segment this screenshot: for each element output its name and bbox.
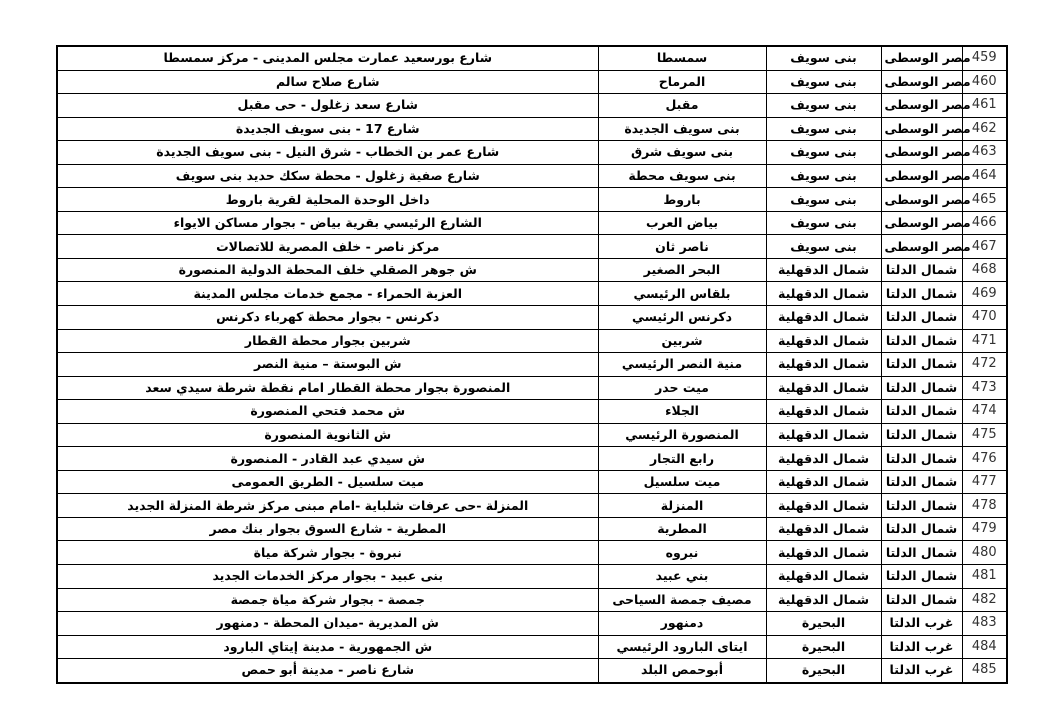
- table-row: [57, 588, 1007, 612]
- table-row: [57, 447, 1007, 471]
- center-cell: بني عبيد: [598, 565, 766, 589]
- address-cell: مركز ناصر - خلف المصرية للاتصالات: [57, 235, 598, 259]
- row-number-cell: 462: [962, 117, 1007, 141]
- center-cell: ميت حدر: [598, 376, 766, 400]
- address-cell: شربين بجوار محطة القطار: [57, 329, 598, 353]
- row-number-cell: 463: [962, 141, 1007, 165]
- region-cell: غرب الدلتا: [881, 635, 962, 659]
- governorate-cell: شمال الدقهلية: [766, 353, 881, 377]
- address-cell: ميت سلسيل - الطريق العمومى: [57, 470, 598, 494]
- governorate-cell: شمال الدقهلية: [766, 258, 881, 282]
- governorate-cell: بنى سويف: [766, 235, 881, 259]
- governorate-cell: شمال الدقهلية: [766, 447, 881, 471]
- region-cell: مصر الوسطى: [881, 188, 962, 212]
- table-row: [57, 94, 1007, 118]
- row-number-cell: 471: [962, 329, 1007, 353]
- region-cell: شمال الدلتا: [881, 494, 962, 518]
- table-row: [57, 470, 1007, 494]
- region-cell: مصر الوسطى: [881, 46, 962, 70]
- address-cell: شارع صلاح سالم: [57, 70, 598, 94]
- row-number-cell: 464: [962, 164, 1007, 188]
- governorate-cell: بنى سويف: [766, 70, 881, 94]
- governorate-cell: البحيرة: [766, 612, 881, 636]
- address-cell: شارع 17 - بنى سويف الجديدة: [57, 117, 598, 141]
- center-cell: نبروه: [598, 541, 766, 565]
- governorate-cell: شمال الدقهلية: [766, 423, 881, 447]
- row-number-cell: 476: [962, 447, 1007, 471]
- center-cell: الجلاء: [598, 400, 766, 424]
- center-cell: مصيف جمصة السياحى: [598, 588, 766, 612]
- region-cell: مصر الوسطى: [881, 141, 962, 165]
- address-cell: ش الثانوية المنصورة: [57, 423, 598, 447]
- center-cell: رابع التجار: [598, 447, 766, 471]
- governorate-cell: البحيرة: [766, 659, 881, 683]
- region-cell: شمال الدلتا: [881, 400, 962, 424]
- row-number-cell: 460: [962, 70, 1007, 94]
- address-cell: المطرية - شارع السوق بجوار بنك مصر: [57, 517, 598, 541]
- table-row: [57, 353, 1007, 377]
- governorate-cell: بنى سويف: [766, 117, 881, 141]
- center-cell: أبوحمص البلد: [598, 659, 766, 683]
- address-cell: ش البوستة – منية النصر: [57, 353, 598, 377]
- offices-table: [56, 45, 1008, 684]
- row-number-cell: 468: [962, 258, 1007, 282]
- row-number-cell: 465: [962, 188, 1007, 212]
- governorate-cell: شمال الدقهلية: [766, 329, 881, 353]
- address-cell: دكرنس - بجوار محطة كهرباء دكرنس: [57, 306, 598, 330]
- governorate-cell: شمال الدقهلية: [766, 376, 881, 400]
- governorate-cell: شمال الدقهلية: [766, 400, 881, 424]
- table-row: [57, 400, 1007, 424]
- row-number-cell: 461: [962, 94, 1007, 118]
- row-number-cell: 477: [962, 470, 1007, 494]
- row-number-cell: 478: [962, 494, 1007, 518]
- address-cell: شارع سعد زغلول - حى مقبل: [57, 94, 598, 118]
- row-number-cell: 466: [962, 211, 1007, 235]
- governorate-cell: بنى سويف: [766, 211, 881, 235]
- table-row: [57, 635, 1007, 659]
- region-cell: شمال الدلتا: [881, 329, 962, 353]
- table-row: [57, 306, 1007, 330]
- table-row: [57, 235, 1007, 259]
- region-cell: مصر الوسطى: [881, 70, 962, 94]
- center-cell: بنى سويف محطة: [598, 164, 766, 188]
- center-cell: المطرية: [598, 517, 766, 541]
- center-cell: منية النصر الرئيسي: [598, 353, 766, 377]
- region-cell: شمال الدلتا: [881, 353, 962, 377]
- table-row: [57, 117, 1007, 141]
- governorate-cell: بنى سويف: [766, 164, 881, 188]
- center-cell: المنصورة الرئيسي: [598, 423, 766, 447]
- center-cell: المنزلة: [598, 494, 766, 518]
- address-cell: ش محمد فتحي المنصورة: [57, 400, 598, 424]
- center-cell: ميت سلسيل: [598, 470, 766, 494]
- row-number-cell: 483: [962, 612, 1007, 636]
- address-cell: جمصة - بجوار شركة مياة جمصة: [57, 588, 598, 612]
- region-cell: شمال الدلتا: [881, 541, 962, 565]
- region-cell: غرب الدلتا: [881, 659, 962, 683]
- region-cell: شمال الدلتا: [881, 588, 962, 612]
- region-cell: شمال الدلتا: [881, 470, 962, 494]
- table-row: [57, 565, 1007, 589]
- row-number-cell: 482: [962, 588, 1007, 612]
- row-number-cell: 484: [962, 635, 1007, 659]
- row-number-cell: 472: [962, 353, 1007, 377]
- address-cell: العزبة الحمراء - مجمع خدمات مجلس المدينة: [57, 282, 598, 306]
- table-row: [57, 494, 1007, 518]
- address-cell: داخل الوحدة المحلية لقرية باروط: [57, 188, 598, 212]
- table-row: [57, 258, 1007, 282]
- region-cell: مصر الوسطى: [881, 94, 962, 118]
- governorate-cell: شمال الدقهلية: [766, 565, 881, 589]
- table-row: [57, 659, 1007, 683]
- center-cell: سمسطا: [598, 46, 766, 70]
- region-cell: شمال الدلتا: [881, 447, 962, 471]
- table-row: [57, 211, 1007, 235]
- center-cell: بلقاس الرئيسي: [598, 282, 766, 306]
- center-cell: بياض العرب: [598, 211, 766, 235]
- region-cell: مصر الوسطى: [881, 235, 962, 259]
- address-cell: شارع بورسعيد عمارت مجلس المدينى - مركز سمسطا: [57, 46, 598, 70]
- region-cell: شمال الدلتا: [881, 565, 962, 589]
- address-cell: المنزلة -حى عرفات شلباية -امام مبنى مركز شرطة المنزلة الجديد: [57, 494, 598, 518]
- table-row: [57, 188, 1007, 212]
- address-cell: شارع عمر بن الخطاب - شرق النيل - بنى سويف الجديدة: [57, 141, 598, 165]
- address-cell: المنصورة بجوار محطة القطار امام نقطة شرطة سيدي سعد: [57, 376, 598, 400]
- table-row: [57, 46, 1007, 70]
- region-cell: مصر الوسطى: [881, 117, 962, 141]
- center-cell: البحر الصغير: [598, 258, 766, 282]
- table-row: [57, 282, 1007, 306]
- governorate-cell: شمال الدقهلية: [766, 494, 881, 518]
- governorate-cell: شمال الدقهلية: [766, 541, 881, 565]
- row-number-cell: 459: [962, 46, 1007, 70]
- region-cell: شمال الدلتا: [881, 423, 962, 447]
- row-number-cell: 475: [962, 423, 1007, 447]
- center-cell: بنى سويف شرق: [598, 141, 766, 165]
- governorate-cell: شمال الدقهلية: [766, 282, 881, 306]
- row-number-cell: 470: [962, 306, 1007, 330]
- table-row: [57, 70, 1007, 94]
- row-number-cell: 479: [962, 517, 1007, 541]
- row-number-cell: 480: [962, 541, 1007, 565]
- center-cell: دمنهور: [598, 612, 766, 636]
- region-cell: مصر الوسطى: [881, 211, 962, 235]
- governorate-cell: شمال الدقهلية: [766, 588, 881, 612]
- center-cell: مقبل: [598, 94, 766, 118]
- address-cell: ش جوهر الصقلي خلف المحطة الدولية المنصورة: [57, 258, 598, 282]
- row-number-cell: 473: [962, 376, 1007, 400]
- table-row: [57, 541, 1007, 565]
- center-cell: ناصر ثان: [598, 235, 766, 259]
- row-number-cell: 469: [962, 282, 1007, 306]
- table-row: [57, 376, 1007, 400]
- address-cell: شارع صفية زغلول - محطة سكك حديد بنى سويف: [57, 164, 598, 188]
- governorate-cell: بنى سويف: [766, 94, 881, 118]
- document-sheet: [56, 45, 1006, 684]
- address-cell: ش المديرية -ميدان المحطة - دمنهور: [57, 612, 598, 636]
- row-number-cell: 467: [962, 235, 1007, 259]
- center-cell: شربين: [598, 329, 766, 353]
- region-cell: مصر الوسطى: [881, 164, 962, 188]
- governorate-cell: شمال الدقهلية: [766, 517, 881, 541]
- address-cell: شارع ناصر - مدينة أبو حمص: [57, 659, 598, 683]
- address-cell: الشارع الرئيسي بقرية بياض - بجوار مساكن الايواء: [57, 211, 598, 235]
- row-number-cell: 481: [962, 565, 1007, 589]
- center-cell: بنى سويف الجديدة: [598, 117, 766, 141]
- table-row: [57, 141, 1007, 165]
- governorate-cell: بنى سويف: [766, 188, 881, 212]
- table-row: [57, 164, 1007, 188]
- row-number-cell: 474: [962, 400, 1007, 424]
- center-cell: المرماح: [598, 70, 766, 94]
- governorate-cell: شمال الدقهلية: [766, 470, 881, 494]
- table-body: [57, 46, 1007, 683]
- address-cell: ش الجمهورية - مدينة إيتاي البارود: [57, 635, 598, 659]
- governorate-cell: شمال الدقهلية: [766, 306, 881, 330]
- center-cell: باروط: [598, 188, 766, 212]
- region-cell: شمال الدلتا: [881, 517, 962, 541]
- center-cell: ايتاى البارود الرئيسي: [598, 635, 766, 659]
- governorate-cell: بنى سويف: [766, 141, 881, 165]
- region-cell: شمال الدلتا: [881, 282, 962, 306]
- governorate-cell: البحيرة: [766, 635, 881, 659]
- address-cell: نبروة - بجوار شركة مياة: [57, 541, 598, 565]
- address-cell: بنى عبيد - بجوار مركز الخدمات الجديد: [57, 565, 598, 589]
- region-cell: شمال الدلتا: [881, 306, 962, 330]
- row-number-cell: 485: [962, 659, 1007, 683]
- governorate-cell: بنى سويف: [766, 46, 881, 70]
- center-cell: دكرنس الرئيسي: [598, 306, 766, 330]
- table-row: [57, 423, 1007, 447]
- address-cell: ش سيدي عبد القادر - المنصورة: [57, 447, 598, 471]
- region-cell: شمال الدلتا: [881, 376, 962, 400]
- region-cell: غرب الدلتا: [881, 612, 962, 636]
- region-cell: شمال الدلتا: [881, 258, 962, 282]
- table-row: [57, 329, 1007, 353]
- table-row: [57, 612, 1007, 636]
- table-row: [57, 517, 1007, 541]
